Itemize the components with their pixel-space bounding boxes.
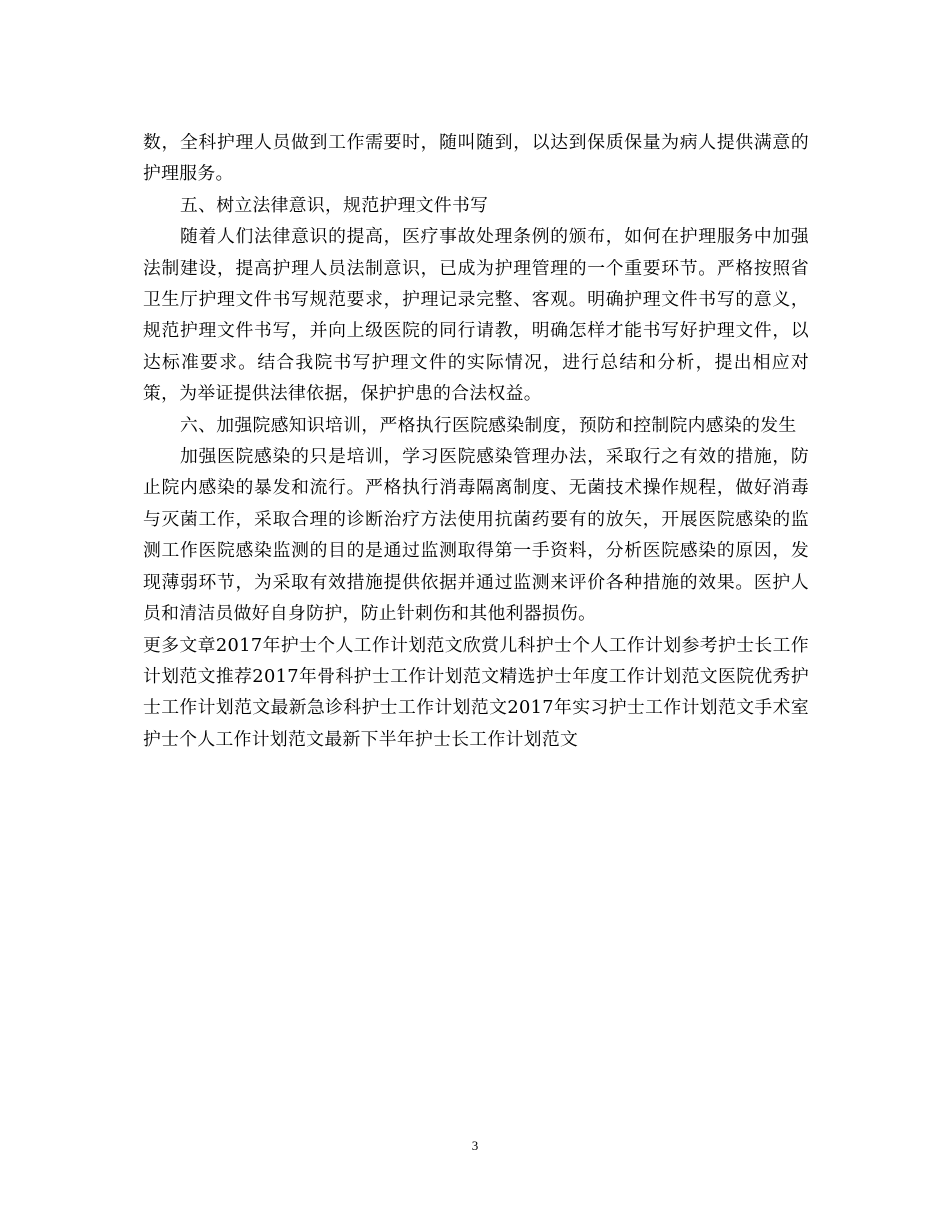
paragraph-continued: 数，全科护理人员做到工作需要时，随叫随到，以达到保质保量为病人提供满意的护理服务。: [143, 132, 809, 185]
more-articles-links[interactable]: 更多文章2017年护士个人工作计划范文欣赏儿科护士个人工作计划参考护士长工作计划范文推荐2017年骨科护士工作计划范文精选护士年度工作计划范文医院优秀护士工作计划范文最新急诊科护士工作计划范文2017年实习护士工作计划范文手术室护士个人工作计划范文最新下半年护士长工作计划范文: [143, 634, 809, 750]
section-heading-5: 五、树立法律意识，规范护理文件书写: [180, 194, 489, 216]
paragraph-infection-control: 加强医院感染的只是培训，学习医院感染管理办法，采取行之有效的措施，防止院内感染的暴发和流行。严格执行消毒隔离制度、无菌技术操作规程，做好消毒与灭菌工作，采取合理的诊断治疗方法使用抗菌药要有的放矢，开展医院感染的监测工作医院感染监测的目的是通过监测取得第一手资料，分析医院感染的原因，发现薄弱环节，为采取有效措施提供依据并通过监测来评价各种措施的效果。医护人员和清洁员做好自身防护，防止针刺伤和其他利器损伤。: [143, 446, 809, 625]
page-number: 3: [471, 1138, 479, 1153]
body-text: [143, 127, 809, 755]
paragraph-legal-awareness: 随着人们法律意识的提高，医疗事故处理条例的颁布，如何在护理服务中加强法制建设，提高护理人员法制意识，已成为护理管理的一个重要环节。严格按照省卫生厅护理文件书写规范要求，护理记录完整、客观。明确护理文件书写的意义，规范护理文件书写，并向上级医院的同行请教，明确怎样才能书写好护理文件，以达标准要求。结合我院书写护理文件的实际情况，进行总结和分析，提出相应对策，为举证提供法律依据，保护护患的合法权益。: [143, 226, 809, 405]
section-heading-6: 六、加强院感知识培训，严格执行医院感染制度，预防和控制院内感染的发生: [180, 414, 797, 436]
